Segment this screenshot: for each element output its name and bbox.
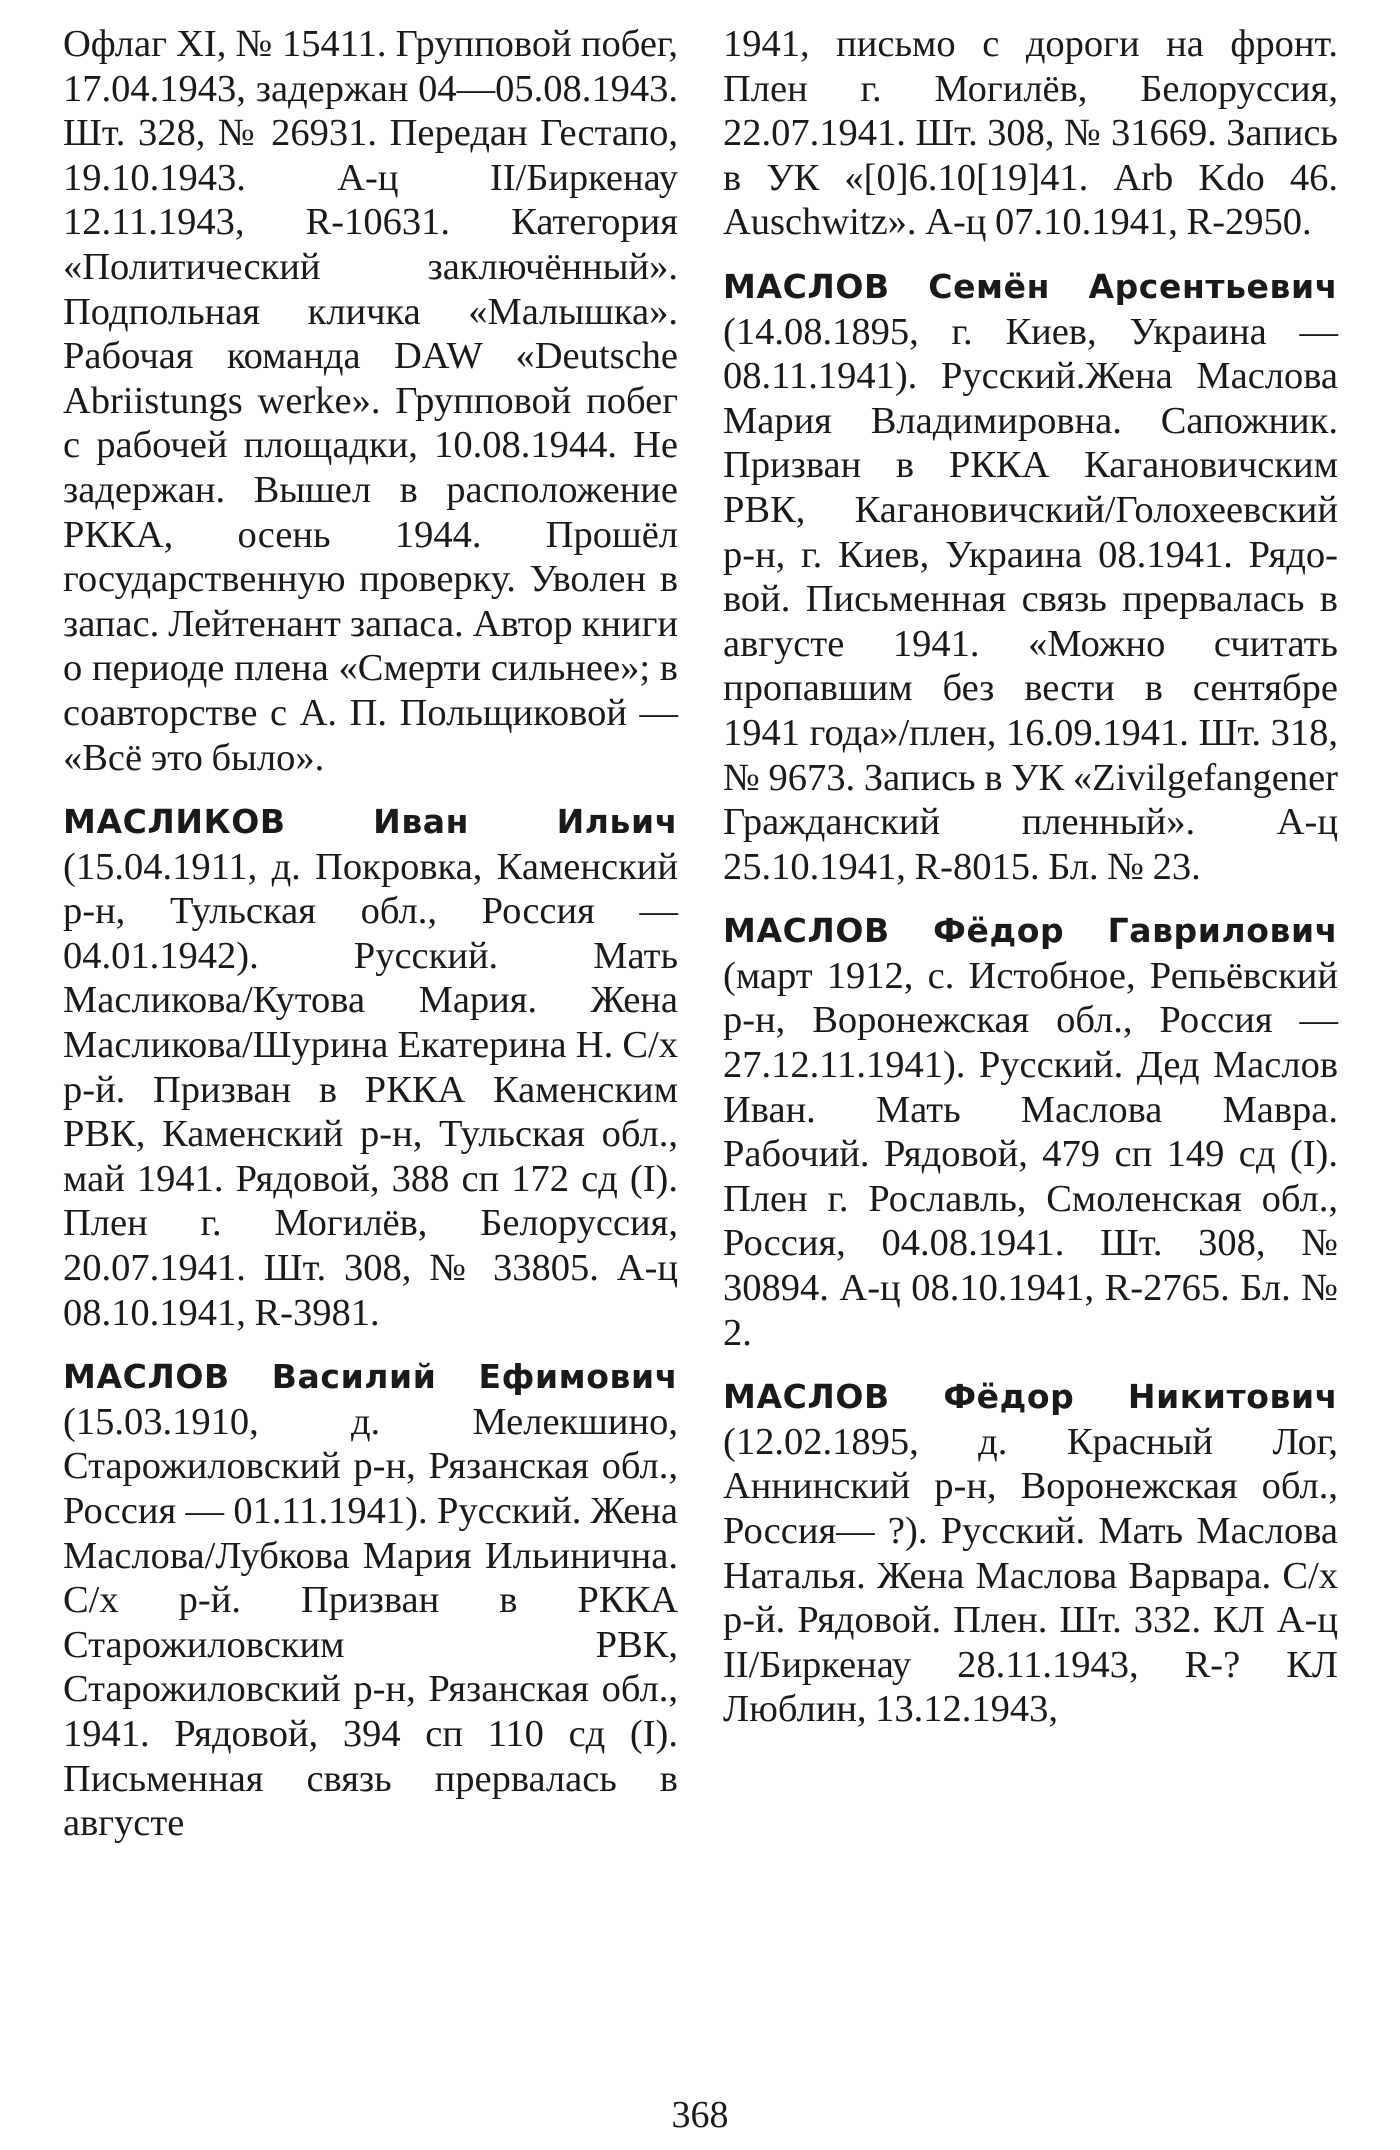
left-column (63, 22, 678, 1865)
page-number: 368 (671, 2094, 729, 2136)
entry-maslikov-ivan (63, 799, 678, 1335)
entry-name: МАСЛОВ Семён Арсентьевич (723, 266, 1338, 306)
entry-maslov-fyodor-gavrilovich (723, 908, 1338, 1355)
entry-text: 1941, письмо с дороги на фронт. Плен г. Могилёв, Белоруссия, 22.07.1941. Шт. 308, № 31669. Запись в УК «[0]6.10[19]41. Arb Kdo 46. Auschwitz». А-ц 07.10.1941, R-2950. (723, 23, 1338, 244)
entry-text: (12.02.1895, д. Красный Лог, Аннинский р-н, Воронежская обл., Россия— ?). Русский. Мать Маслова Наталья. Жена Маслова Варвара. С/х р-й. Рядовой. Плен. Шт. 332. КЛ А-ц II/Биркенау 28.11.1943, R-? КЛ Люблин, 13.12.1943, (723, 1420, 1338, 1731)
continued-entry (723, 22, 1338, 245)
entry-maslov-vasily (63, 1354, 678, 1846)
entry-maslov-semyon (723, 264, 1338, 889)
right-column (723, 22, 1338, 1751)
entry-name: МАСЛОВ Фёдор Никитович (723, 1377, 1338, 1417)
entry-text: (15.03.1910, д. Мелекшино, Старожиловский р-н, Рязанская обл., Россия — 01.11.1941). Русский. Жена Маслова/Лубкова Мария Ильинична. С/х р-й. Призван в РККА Старожиловским РВК, Старожиловский р-н, Рязанская обл., 1941. Рядовой, 394 сп 110 сд (I). Письменная связь прервалась в августе (63, 1400, 678, 1845)
entry-text: (15.04.1911, д. Покровка, Каменский р-н, Тульская обл., Россия — 04.01.1942). Русский. Мать Масликова/Кутова Мария. Жена Масликова/Шурина Екатерина Н. С/х р-й. Призван в РККА Каменским РВК, Каменский р-н, Тульская обл., май 1941. Рядовой, 388 сп 172 сд (I). Плен г. Могилёв, Белоруссия, 20.07.1941. Шт. 308, № 33805. А-ц 08.10.1941, R-3981. (63, 845, 678, 1334)
entry-name: МАСЛОВ Василий Ефимович (63, 1357, 678, 1397)
continued-entry (63, 22, 678, 780)
entry-name: МАСЛИКОВ Иван Ильич (63, 802, 678, 842)
entry-maslov-fyodor-nikitovich (723, 1374, 1338, 1732)
entry-text: Офлаг XI, № 15411. Групповой побег, 17.04.1943, задержан 04—05.08.1943. Шт. 328, № 26931. Передан Гестапо, 19.10.1943. А-ц II/Биркенау 12.11.1943, R-10631. Категория «Политический заключённый». Подпольная кличка «Малышка». Рабочая команда DAW «Deutsche Abriistungs werke». Групповой побег с рабочей площадки, 10.08.1944. Не задержан. Вышел в расположение РККА, осень 1944. Прошёл государственную проверку. Уволен в запас. Лейтенант запаса. Автор книги о периоде плена «Смерти сильнее»; в соавторстве с А. П. Польщиковой — «Всё это было». (63, 23, 678, 779)
entry-text: (март 1912, с. Истобное, Репьёвский р-н, Воронежская обл., Россия — 27.12.11.1941). Русский. Дед Маслов Иван. Мать Маслова Мавра. Рабочий. Рядовой, 479 сп 149 сд (I). Плен г. Рославль, Смоленская обл., Россия, 04.08.1941. Шт. 308, № 30894. А-ц 08.10.1941, R-2765. Бл. № 2. (723, 954, 1338, 1354)
entry-text: (14.08.1895, г. Киев, Украина — 08.11.1941). Русский.Жена Маслова Мария Владимировна. Сапожник. Призван в РККА Кагановичским РВК, Кагановичский/Голохеевский р-н, г. Киев, Украина 08.1941. Рядовой. Письменная связь прервалась в августе 1941. «Можно считать пропавшим без вести в сентябре 1941 года»/плен, 16.09.1941. Шт. 318, № 9673. Запись в УК «Zivilgefangener Гражданский пленный». А-ц 25.10.1941, R-8015. Бл. № 23. (723, 310, 1338, 888)
entry-name: МАСЛОВ Фёдор Гаврилович (723, 911, 1338, 951)
